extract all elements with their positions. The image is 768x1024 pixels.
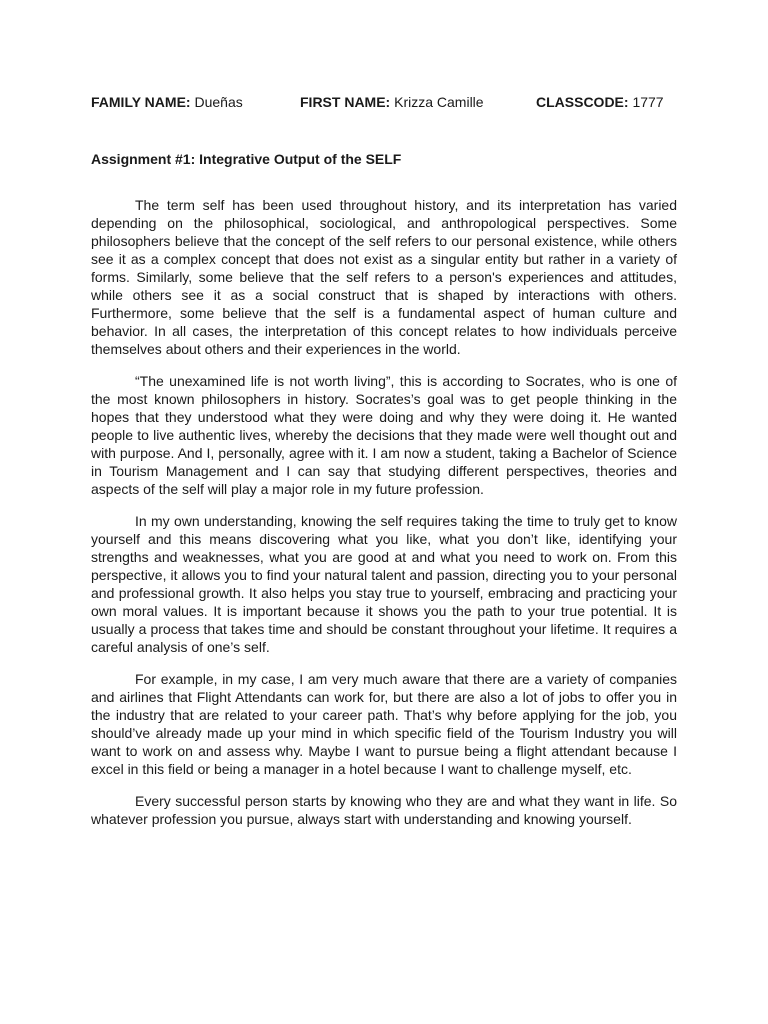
body-paragraph-1: The term self has been used throughout history, and its interpretation has varied depending on the philosophical, sociological, and anthropological perspectives. Some philosophers believe that the concept of the self refers to our personal existence, while others see it as a complex concept that does not exist as a singular entity but rather in a variety of forms. Similarly, some believe that the self refers to a person's experiences and attitudes, while others see it as a social construct that is shaped by interactions with others. Furthermore, some believe that the self is a fundamental aspect of human culture and behavior. In all cases, the interpretation of this concept relates to how individuals perceive themselves about others and their experiences in the world. (91, 197, 677, 357)
body-paragraph-5: Every successful person starts by knowing who they are and what they want in life. So whatever profession you pursue, always start with understanding and knowing yourself. (91, 793, 677, 827)
family-name-label: FAMILY NAME: (91, 94, 191, 110)
classcode-value: 1777 (632, 94, 664, 110)
first-name-label: FIRST NAME: (300, 94, 391, 110)
first-name-field (300, 93, 536, 111)
first-name-value: Krizza Camille (394, 94, 484, 110)
classcode-label: CLASSCODE: (536, 94, 629, 110)
body-paragraph-3: In my own understanding, knowing the self requires taking the time to truly get to know yourself and this means discovering what you like, what you don’t like, identifying your strengths and weaknesses, what you are good at and what you need to work on. From this perspective, it allows you to find your natural talent and passion, directing you to your personal and professional growth. It also helps you stay true to yourself, embracing and practicing your own moral values. It is important because it shows you the path to your true potential. It is usually a process that takes time and should be constant throughout your lifetime. It requires a careful analysis of one’s self. (91, 513, 677, 655)
assignment-title: Assignment #1: Integrative Output of the SELF (91, 151, 402, 167)
student-info-header (91, 93, 677, 111)
family-name-field (91, 93, 300, 111)
classcode-field (536, 93, 664, 111)
body-paragraph-2: “The unexamined life is not worth living”, this is according to Socrates, who is one of the most known philosophers in history. Socrates’s goal was to get people thinking in the hopes that they understood what they were doing and why they were doing it. He wanted people to live authentic lives, whereby the decisions that they made were well thought out and with purpose. And I, personally, agree with it. I am now a student, taking a Bachelor of Science in Tourism Management and I can say that studying different perspectives, theories and aspects of the self will play a major role in my future profession. (91, 373, 677, 497)
body-paragraph-4: For example, in my case, I am very much aware that there are a variety of companies and airlines that Flight Attendants can work for, but there are also a lot of jobs to offer you in the industry that are related to your career path. That’s why before applying for the job, you should’ve already made up your mind in which specific field of the Tourism Industry you will want to work on and assess why. Maybe I want to pursue being a flight attendant because I excel in this field or being a manager in a hotel because I want to challenge myself, etc. (91, 671, 677, 777)
document-page (91, 93, 677, 828)
family-name-value: Dueñas (194, 94, 243, 110)
